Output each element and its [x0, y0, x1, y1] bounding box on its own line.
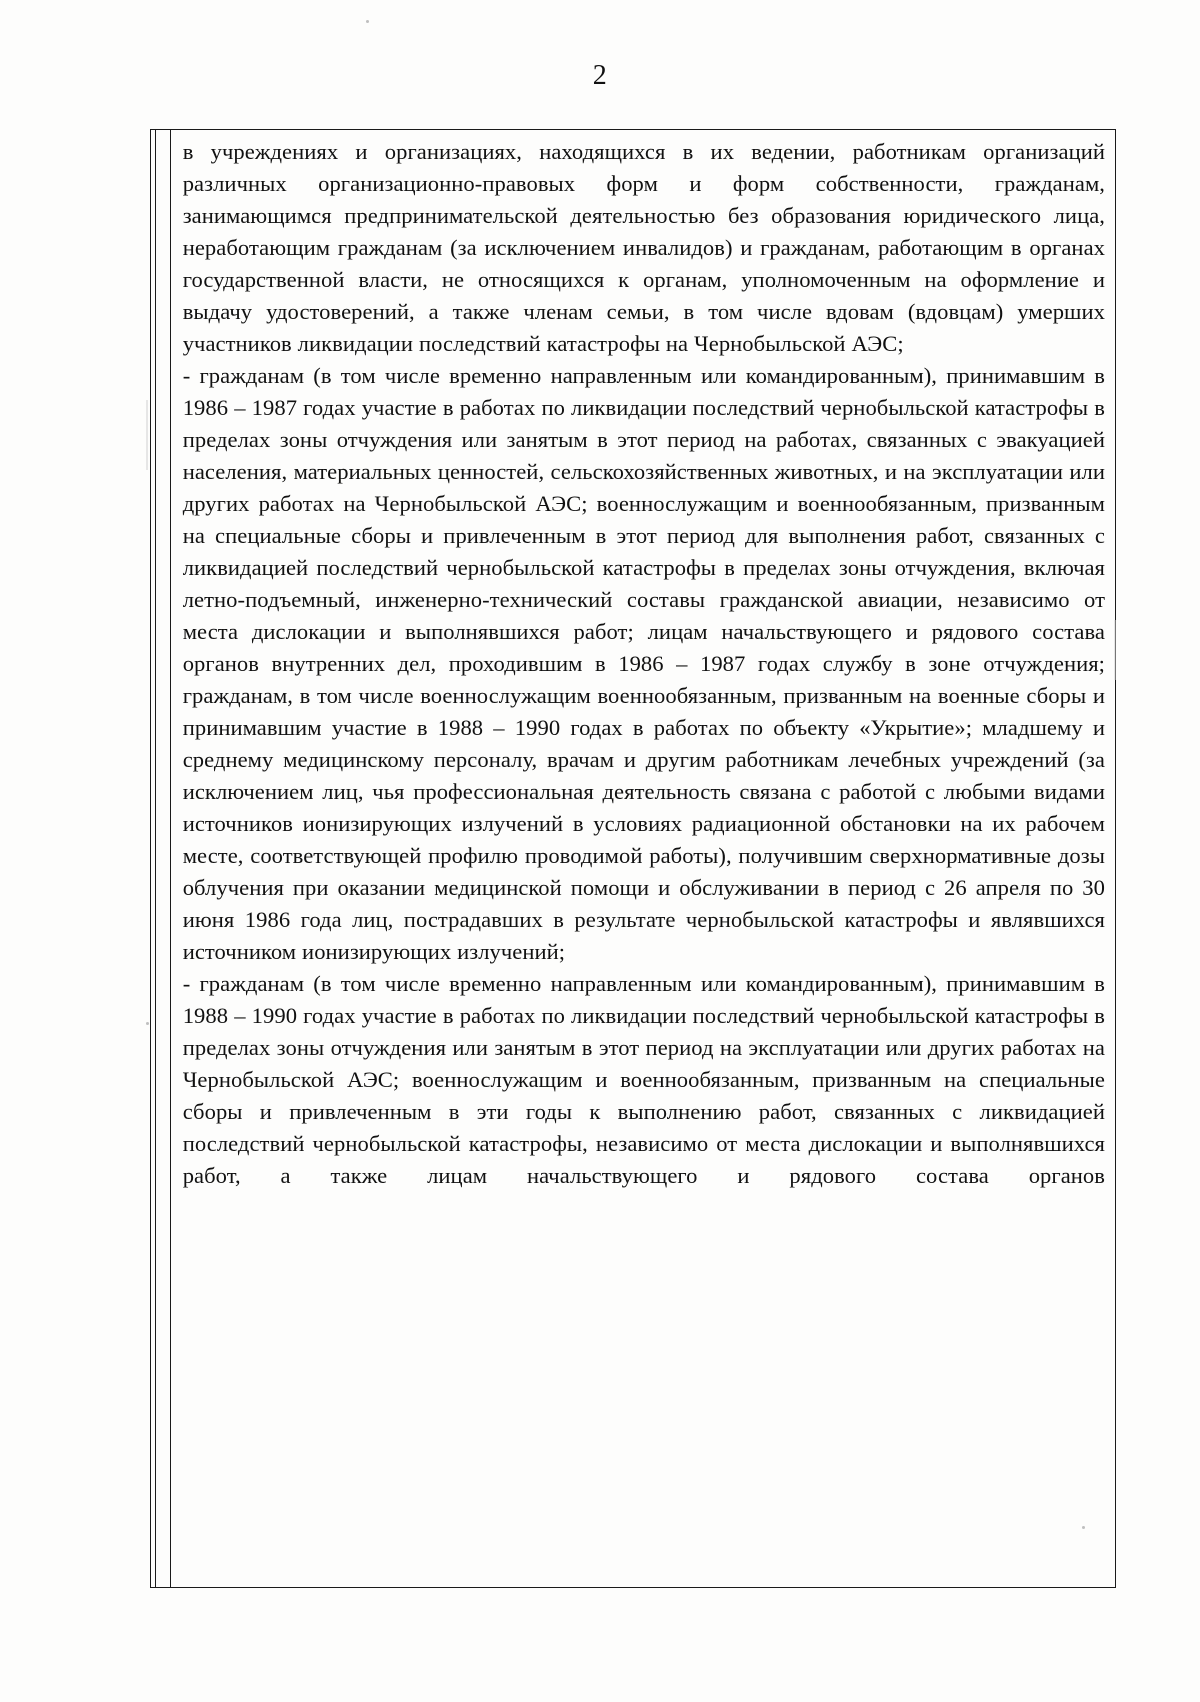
scan-speck: [1082, 1526, 1085, 1529]
body-text: [183, 136, 1105, 1192]
scan-speck: [146, 1022, 149, 1025]
page-number: 2: [592, 60, 608, 91]
table-column-name: [156, 130, 171, 1587]
paragraph-1: в учреждениях и организациях, находящихся в их ведении, работникам организаций различных организационно-правовых форм и форм собственности, гражданам, занимающимся предпринимательской деятельностью без образования юридического лица, неработающим гражданам (за исключением инвалидов) и гражданам, работающим в органах государственной власти, не относящихся к органам, уполномоченным на оформление и выдачу удостоверений, а также членам семьи, в том числе вдовам (вдовцам) умерших участников ликвидации последствий катастрофы на Чернобыльской АЭС;: [182, 139, 1105, 356]
paragraph-2: - гражданам (в том числе временно направленным или командированным), принимавшим в 1986 – 1987 годах участие в работах по ликвидации последствий чернобыльской катастрофы в пределах зоны отчуждения или занятым в этот период на работах, связанных с эвакуацией населения, материальных ценностей, сельскохозяйственных животных, и на эксплуатации или других работах на Чернобыльской АЭС; военнослужащим и военнообязанным, призванным на специальные сборы и привлеченным в этот период для выполнения работ, связанных с ликвидацией последствий чернобыльской катастрофы в пределах зоны отчуждения, включая летно-подъемный, инженерно-технический составы гражданской авиации, независимо от места дислокации и выполнявшихся работ; лицам начальствующего и рядового состава органов внутренних дел, проходившим в 1986 – 1987 годах службу в зоне отчуждения; гражданам, в том числе военнослужащим военнообязанным, призванным на военные сборы и принимавшим участие в 1988 – 1990 годах в работах по объекту «Укрытие»; младшему и среднему медицинскому персоналу, врачам и другим работникам лечебных учреждений (за исключением лиц, чья профессиональная деятельность связана с работой с любыми видами источников ионизирующих излучений в условиях радиационной обстановки на их рабочем месте, соответствующей профилю проводимой работы), получившим сверхнормативные дозы облучения при оказании медицинской помощи и обслуживании в период с 26 апреля по 30 июня 1986 года лиц, пострадавших в результате чернобыльской катастрофы и являвшихся источником ионизирующих излучений;: [182, 363, 1105, 964]
scan-edge-smudge: [146, 400, 148, 470]
scan-speck: [366, 20, 369, 23]
table-column-text: [171, 130, 1115, 1587]
paragraph-3: - гражданам (в том числе временно направленным или командированным), принимавшим в 1988 – 1990 годах участие в работах по ликвидации последствий чернобыльской катастрофы в пределах зоны отчуждения или занятым в этот период на эксплуатации или других работах на Чернобыльской АЭС; военнослужащим и военнообязанным, призванным на специальные сборы и привлеченным в эти годы к выполнению работ, связанных с ликвидацией последствий чернобыльской катастрофы, независимо от места дислокации и выполнявшихся работ, а также лицам начальствующего и рядового состава органов: [182, 971, 1105, 1188]
document-table: [150, 129, 1116, 1588]
scan-edge-smudge: [1114, 620, 1116, 680]
